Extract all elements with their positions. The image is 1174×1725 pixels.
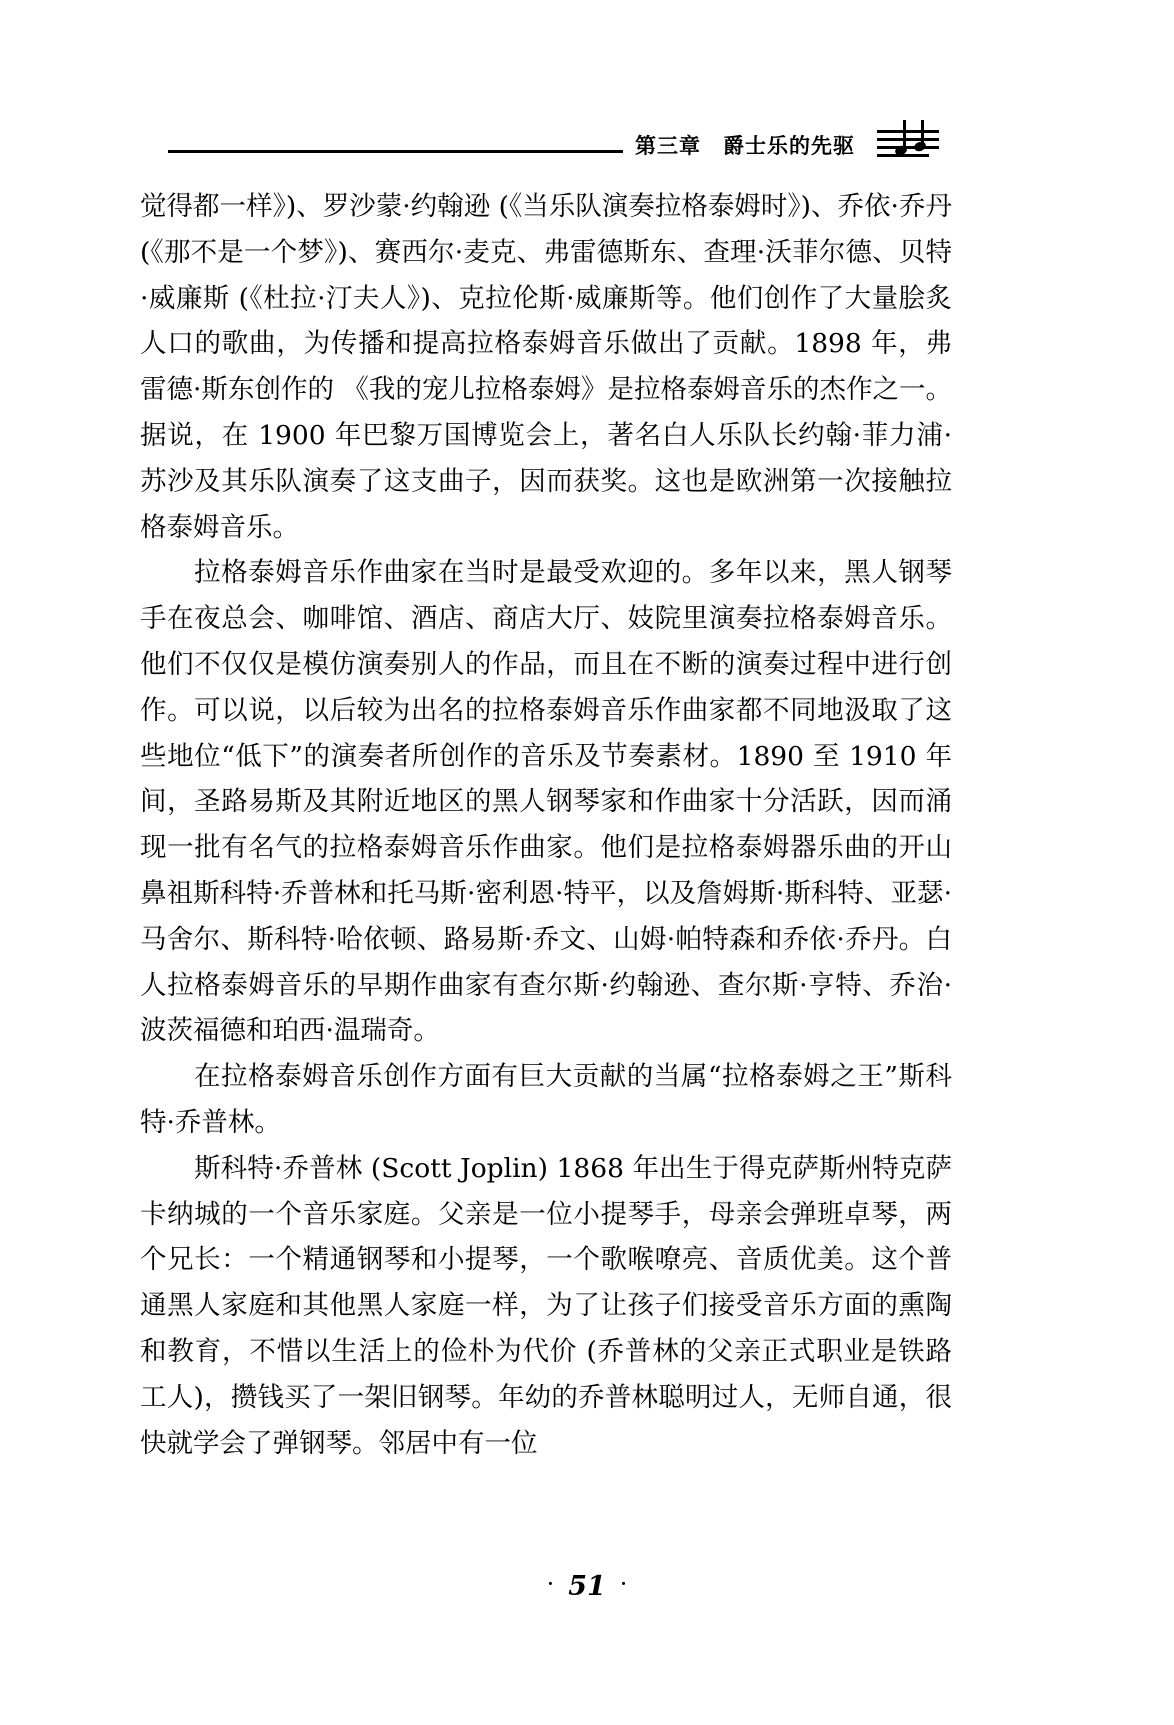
chapter-number: 第三章 bbox=[635, 133, 701, 158]
page-number-dot-left: · bbox=[546, 1570, 555, 1598]
page-number-dot-right: · bbox=[619, 1570, 628, 1598]
paragraph: 觉得都一样》)、罗沙蒙·约翰逊 (《当乐队演奏拉格泰姆时》)、乔依·乔丹 (《那不是一个梦》)、赛西尔·麦克、弗雷德斯东、查理·沃菲尔德、贝特·威廉斯 (《杜拉·汀夫人》)、克拉伦斯·威廉斯等。他们创作了大量脍炙人口的歌曲，为传播和提高拉格泰姆音乐做出了贡献。1898 年，弗雷德·斯东创作的 《我的宠儿拉格泰姆》是拉格泰姆音乐的杰作之一。据说，在 1900 年巴黎万国博览会上，著名白人乐队长约翰·菲力浦·苏沙及其乐队演奏了这支曲子，因而获奖。这也是欧洲第一次接触拉格泰姆音乐。 bbox=[140, 191, 952, 543]
paragraph: 拉格泰姆音乐作曲家在当时是最受欢迎的。多年以来，黑人钢琴手在夜总会、咖啡馆、酒店、商店大厅、妓院里演奏拉格泰姆音乐。他们不仅仅是模仿演奏别人的作品，而且在不断的演奏过程中进行创作。可以说，以后较为出名的拉格泰姆音乐作曲家都不同地汲取了这些地位“低下”的演奏者所创作的音乐及节奏素材。1890 至 1910 年间，圣路易斯及其附近地区的黑人钢琴家和作曲家十分活跃，因而涌现一批有名气的拉格泰姆音乐作曲家。他们是拉格泰姆器乐曲的开山鼻祖斯科特·乔普林和托马斯·密利恩·特平，以及詹姆斯·斯科特、亚瑟·马舍尔、斯科特·哈依顿、路易斯·乔文、山姆·帕特森和乔依·乔丹。白人拉格泰姆音乐的早期作曲家有查尔斯·约翰逊、查尔斯·亨特、乔治·波茨福德和珀西·温瑞奇。 bbox=[140, 557, 952, 1047]
paragraph: 斯科特·乔普林 (Scott Joplin) 1868 年出生于得克萨斯州特克萨卡纳城的一个音乐家庭。父亲是一位小提琴手，母亲会弹班卓琴，两个兄长：一个精通钢琴和小提琴，一个歌喉嘹亮、音质优美。这个普通黑人家庭和其他黑人家庭一样，为了让孩子们接受音乐方面的熏陶和教育，不惜以生活上的俭朴为代价 (乔普林的父亲正式职业是铁路工人)，攒钱买了一架旧钢琴。年幼的乔普林聪明过人，无师自通，很快就学会了弹钢琴。邻居中有一位 bbox=[140, 1152, 952, 1459]
note-head bbox=[913, 140, 927, 153]
header-rule bbox=[168, 150, 623, 153]
page-number bbox=[0, 1570, 1174, 1602]
staff-line bbox=[877, 146, 939, 149]
paragraph: 在拉格泰姆音乐创作方面有巨大贡献的当属“拉格泰姆之王”斯科特·乔普林。 bbox=[140, 1061, 952, 1138]
music-note-icon bbox=[877, 120, 947, 168]
page-body bbox=[140, 184, 952, 1466]
chapter-title: 爵士乐的先驱 bbox=[723, 133, 855, 158]
staff-line bbox=[877, 130, 939, 133]
page-header bbox=[140, 128, 950, 174]
staff-line bbox=[877, 138, 939, 141]
running-head bbox=[635, 130, 855, 160]
page-number-value: 51 bbox=[568, 1571, 606, 1602]
